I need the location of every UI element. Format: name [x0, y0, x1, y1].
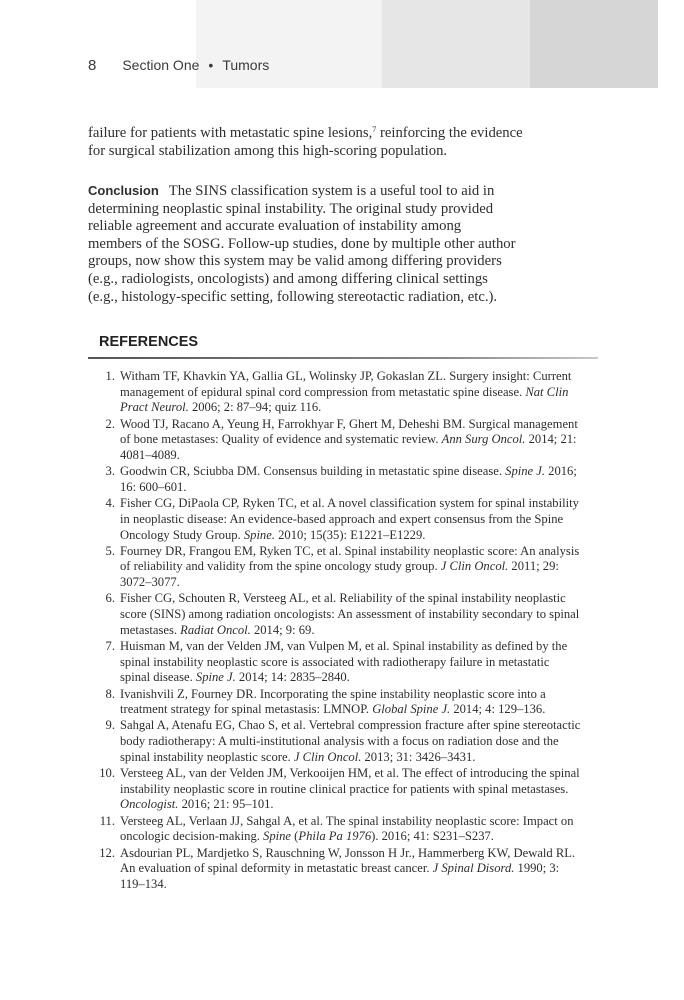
reference-text: 2016; [545, 464, 577, 479]
reference-line [120, 448, 601, 464]
reference-line [120, 814, 601, 830]
reference-number: 9. [105, 718, 115, 733]
reference-text: spinal instability neoplastic score. [120, 749, 294, 764]
reference-line [120, 544, 601, 560]
conclusion-label: Conclusion [88, 183, 159, 198]
reference-line [120, 639, 601, 655]
reference-number: 8. [105, 686, 115, 701]
reference-line [120, 734, 601, 750]
reference-journal: Spine J. [195, 670, 236, 685]
reference-text: in neoplastic disease: An evidence-based approach and expert consensus from the Spine [120, 511, 564, 526]
reference-item [96, 766, 601, 813]
reference-text: 2014; 9: 69. [250, 622, 315, 637]
reference-journal: J Clin Oncol. [440, 559, 509, 574]
reference-text: 119–134. [120, 877, 167, 891]
reference-line [120, 766, 601, 782]
reference-line [120, 591, 601, 607]
reference-text: Ivanishvili Z, Fourney DR. Incorporating the spine instability neoplastic score into a [120, 686, 546, 701]
reference-number: 5. [105, 543, 115, 558]
reference-number: 12. [99, 845, 115, 860]
header-separator: • [208, 57, 214, 73]
reference-text: 2013; 31: 3426–3431. [361, 749, 476, 764]
reference-line [120, 369, 601, 385]
reference-text: score (SINS) among radiation oncologists: An assessment of instability secondary to spinal [120, 607, 580, 622]
reference-line [120, 750, 601, 766]
reference-text: ( [291, 829, 299, 844]
reference-text: Versteeg AL, Verlaan JJ, Sahgal A, et al. The spinal instability neoplastic score: Impact on [120, 813, 574, 828]
reference-text: Huisman M, van der Velden JM, van Vulpen M, et al. Spinal instability as defined by the [120, 638, 568, 653]
reference-item [96, 496, 601, 543]
reference-line [120, 655, 601, 671]
paragraph-line: (e.g., histology-specific setting, following stereotactic radiation, etc.). [88, 288, 498, 305]
reference-text: 2006; 2: 87–94; quiz 116. [188, 400, 322, 415]
running-header [88, 57, 269, 74]
reference-number: 10. [99, 766, 115, 781]
reference-number: 6. [105, 591, 115, 606]
reference-list [96, 369, 601, 893]
reference-line [120, 718, 601, 734]
reference-line [120, 575, 601, 591]
references-divider [88, 357, 598, 359]
reference-number: 2. [105, 416, 115, 431]
reference-text: Fisher CG, Schouten R, Versteeg AL, et al. Reliability of the spinal instability neoplastic [120, 591, 566, 606]
reference-item [96, 544, 601, 591]
reference-text: Witham TF, Khavkin YA, Gallia GL, Wolinsky JP, Gokaslan ZL. Surgery insight: Current [120, 369, 572, 383]
section-label: Section One [122, 57, 200, 73]
reference-line [120, 385, 601, 401]
reference-item [96, 687, 601, 718]
reference-text: Versteeg AL, van der Velden JM, Verkooijen HM, et al. The effect of introducing the spinal [120, 766, 580, 781]
reference-text: Asdourian PL, Mardjetko S, Rauschning W, Jonsson H Jr., Hammerberg KW, Dewald RL. [120, 845, 576, 860]
reference-text: 2010; 15(35): E1221–E1229. [274, 527, 426, 542]
reference-line [120, 782, 601, 798]
reference-number: 11. [99, 813, 115, 828]
reference-text: Fourney DR, Frangou EM, Ryken TC, et al. Spinal instability neoplastic score: An analysis [120, 543, 580, 558]
reference-text: management of epidural spinal cord compression from metastatic spine disease. [120, 384, 526, 399]
reference-journal: Global Spine J. [372, 702, 451, 717]
reference-text: Wood TJ, Racano A, Yeung H, Farrokhyar F, Ghert M, Deheshi BM. Surgical management [120, 416, 578, 431]
paragraph-line: for surgical stabilization among this high-scoring population. [88, 142, 448, 159]
reference-text: ). 2016; 41: S231–S237. [371, 829, 494, 844]
reference-line [120, 559, 601, 575]
reference-text: An evaluation of spinal deformity in metastatic breast cancer. [120, 861, 433, 876]
reference-journal: J Clin Oncol. [293, 749, 362, 764]
reference-item [96, 639, 601, 686]
reference-text: Oncology Study Group. [120, 527, 244, 542]
references-heading: REFERENCES [99, 334, 199, 350]
reference-line [120, 687, 601, 703]
reference-text: of bone metastases: Quality of evidence and systematic review. [120, 432, 442, 447]
reference-item [96, 718, 601, 765]
reference-item [96, 814, 601, 845]
paragraph-line: members of the SOSG. Follow-up studies, done by multiple other author [88, 235, 516, 252]
reference-number: 1. [105, 369, 115, 383]
reference-text: spinal instability neoplastic score is associated with radiotherapy failure in metastatic [120, 654, 550, 669]
reference-item [96, 369, 601, 416]
reference-item [96, 464, 601, 495]
reference-text: 3072–3077. [120, 575, 180, 590]
reference-item [96, 417, 601, 464]
reference-text: Sahgal A, Atenafu EG, Chao S, et al. Vertebral compression fracture after spine stereotactic [120, 718, 581, 733]
reference-number: 3. [105, 464, 115, 479]
reference-text: of reliability and validity from the spine oncology study group. [120, 559, 441, 574]
reference-journal: Pract Neurol. [120, 400, 189, 415]
reference-text: body radiotherapy: A multi-institutional analysis with a focus on radiation dose and the [120, 734, 559, 749]
reference-journal: Spine J. [505, 464, 546, 479]
reference-journal: J Spinal Disord. [432, 861, 515, 876]
reference-text: spinal disease. [120, 670, 196, 685]
paragraph-line: groups, now show this system may be valid among differing providers [88, 253, 502, 270]
reference-line [120, 846, 601, 862]
conclusion-paragraph [88, 182, 558, 306]
paragraph-line: (e.g., radiologists, oncologists) and among differing clinical settings [88, 270, 488, 287]
reference-item [96, 591, 601, 638]
reference-line [120, 480, 601, 496]
reference-line [120, 623, 601, 639]
paragraph-line: reliable agreement and accurate evaluation of instability among [88, 218, 462, 235]
reference-journal: Radiat Oncol. [180, 622, 251, 637]
reference-text: oncologic decision-making. [120, 829, 264, 844]
reference-text: 2011; 29: [508, 559, 559, 574]
reference-number: 4. [105, 496, 115, 511]
reference-line [120, 607, 601, 623]
reference-text: 16: 600–601. [120, 479, 187, 494]
reference-text: treatment strategy for spinal metastasis: LMNOP. [120, 702, 373, 717]
reference-journal: Nat Clin [525, 384, 569, 399]
reference-line [120, 670, 601, 686]
reference-line [120, 464, 601, 480]
reference-text: 2014; 14: 2835–2840. [235, 670, 350, 685]
topic-label: Tumors [222, 57, 270, 73]
paragraph-line: failure for patients with metastatic spine lesions,$^7$ reinforcing the evidence [88, 125, 523, 141]
page-number: 8 [88, 57, 97, 74]
reference-line [120, 496, 601, 512]
reference-journal: Spine. [243, 527, 275, 542]
reference-line [120, 797, 601, 813]
reference-journal: Ann Surg Oncol. [441, 432, 526, 447]
reference-journal: Oncologist. [120, 797, 179, 812]
reference-text: Goodwin CR, Sciubba DM. Consensus building in metastatic spine disease. [120, 464, 506, 479]
reference-text: instability neoplastic score in routine clinical practice for patients with spinal metastases. [120, 781, 569, 796]
reference-text: 1990; 3: [514, 861, 560, 876]
reference-number: 7. [105, 638, 115, 653]
reference-text: 4081–4089. [120, 448, 180, 463]
reference-text: metastases. [120, 622, 181, 637]
header-shade-band [196, 0, 658, 88]
citation-superscript: 7 [372, 125, 377, 134]
reference-text: Fisher CG, DiPaola CP, Ryken TC, et al. A novel classification system for spinal instability [120, 496, 579, 511]
reference-line [120, 702, 601, 718]
intro-paragraph [88, 125, 558, 160]
reference-line [120, 877, 601, 893]
reference-line [120, 400, 601, 416]
reference-text: 2014; 21: [525, 432, 577, 447]
reference-line [120, 861, 601, 877]
reference-line [120, 528, 601, 544]
paragraph-line: determining neoplastic spinal instability. The original study provided [88, 200, 494, 217]
reference-journal: Spine [263, 829, 292, 844]
reference-line [120, 829, 601, 845]
reference-line [120, 417, 601, 433]
reference-text: 2014; 4: 129–136. [450, 702, 546, 717]
reference-line [120, 432, 601, 448]
reference-item [96, 846, 601, 893]
reference-text: 2016; 21: 95–101. [178, 797, 274, 812]
reference-journal: Phila Pa 1976 [298, 829, 372, 844]
paragraph-line: Conclusion The SINS classification system is a useful tool to aid in [88, 183, 495, 199]
reference-line [120, 512, 601, 528]
